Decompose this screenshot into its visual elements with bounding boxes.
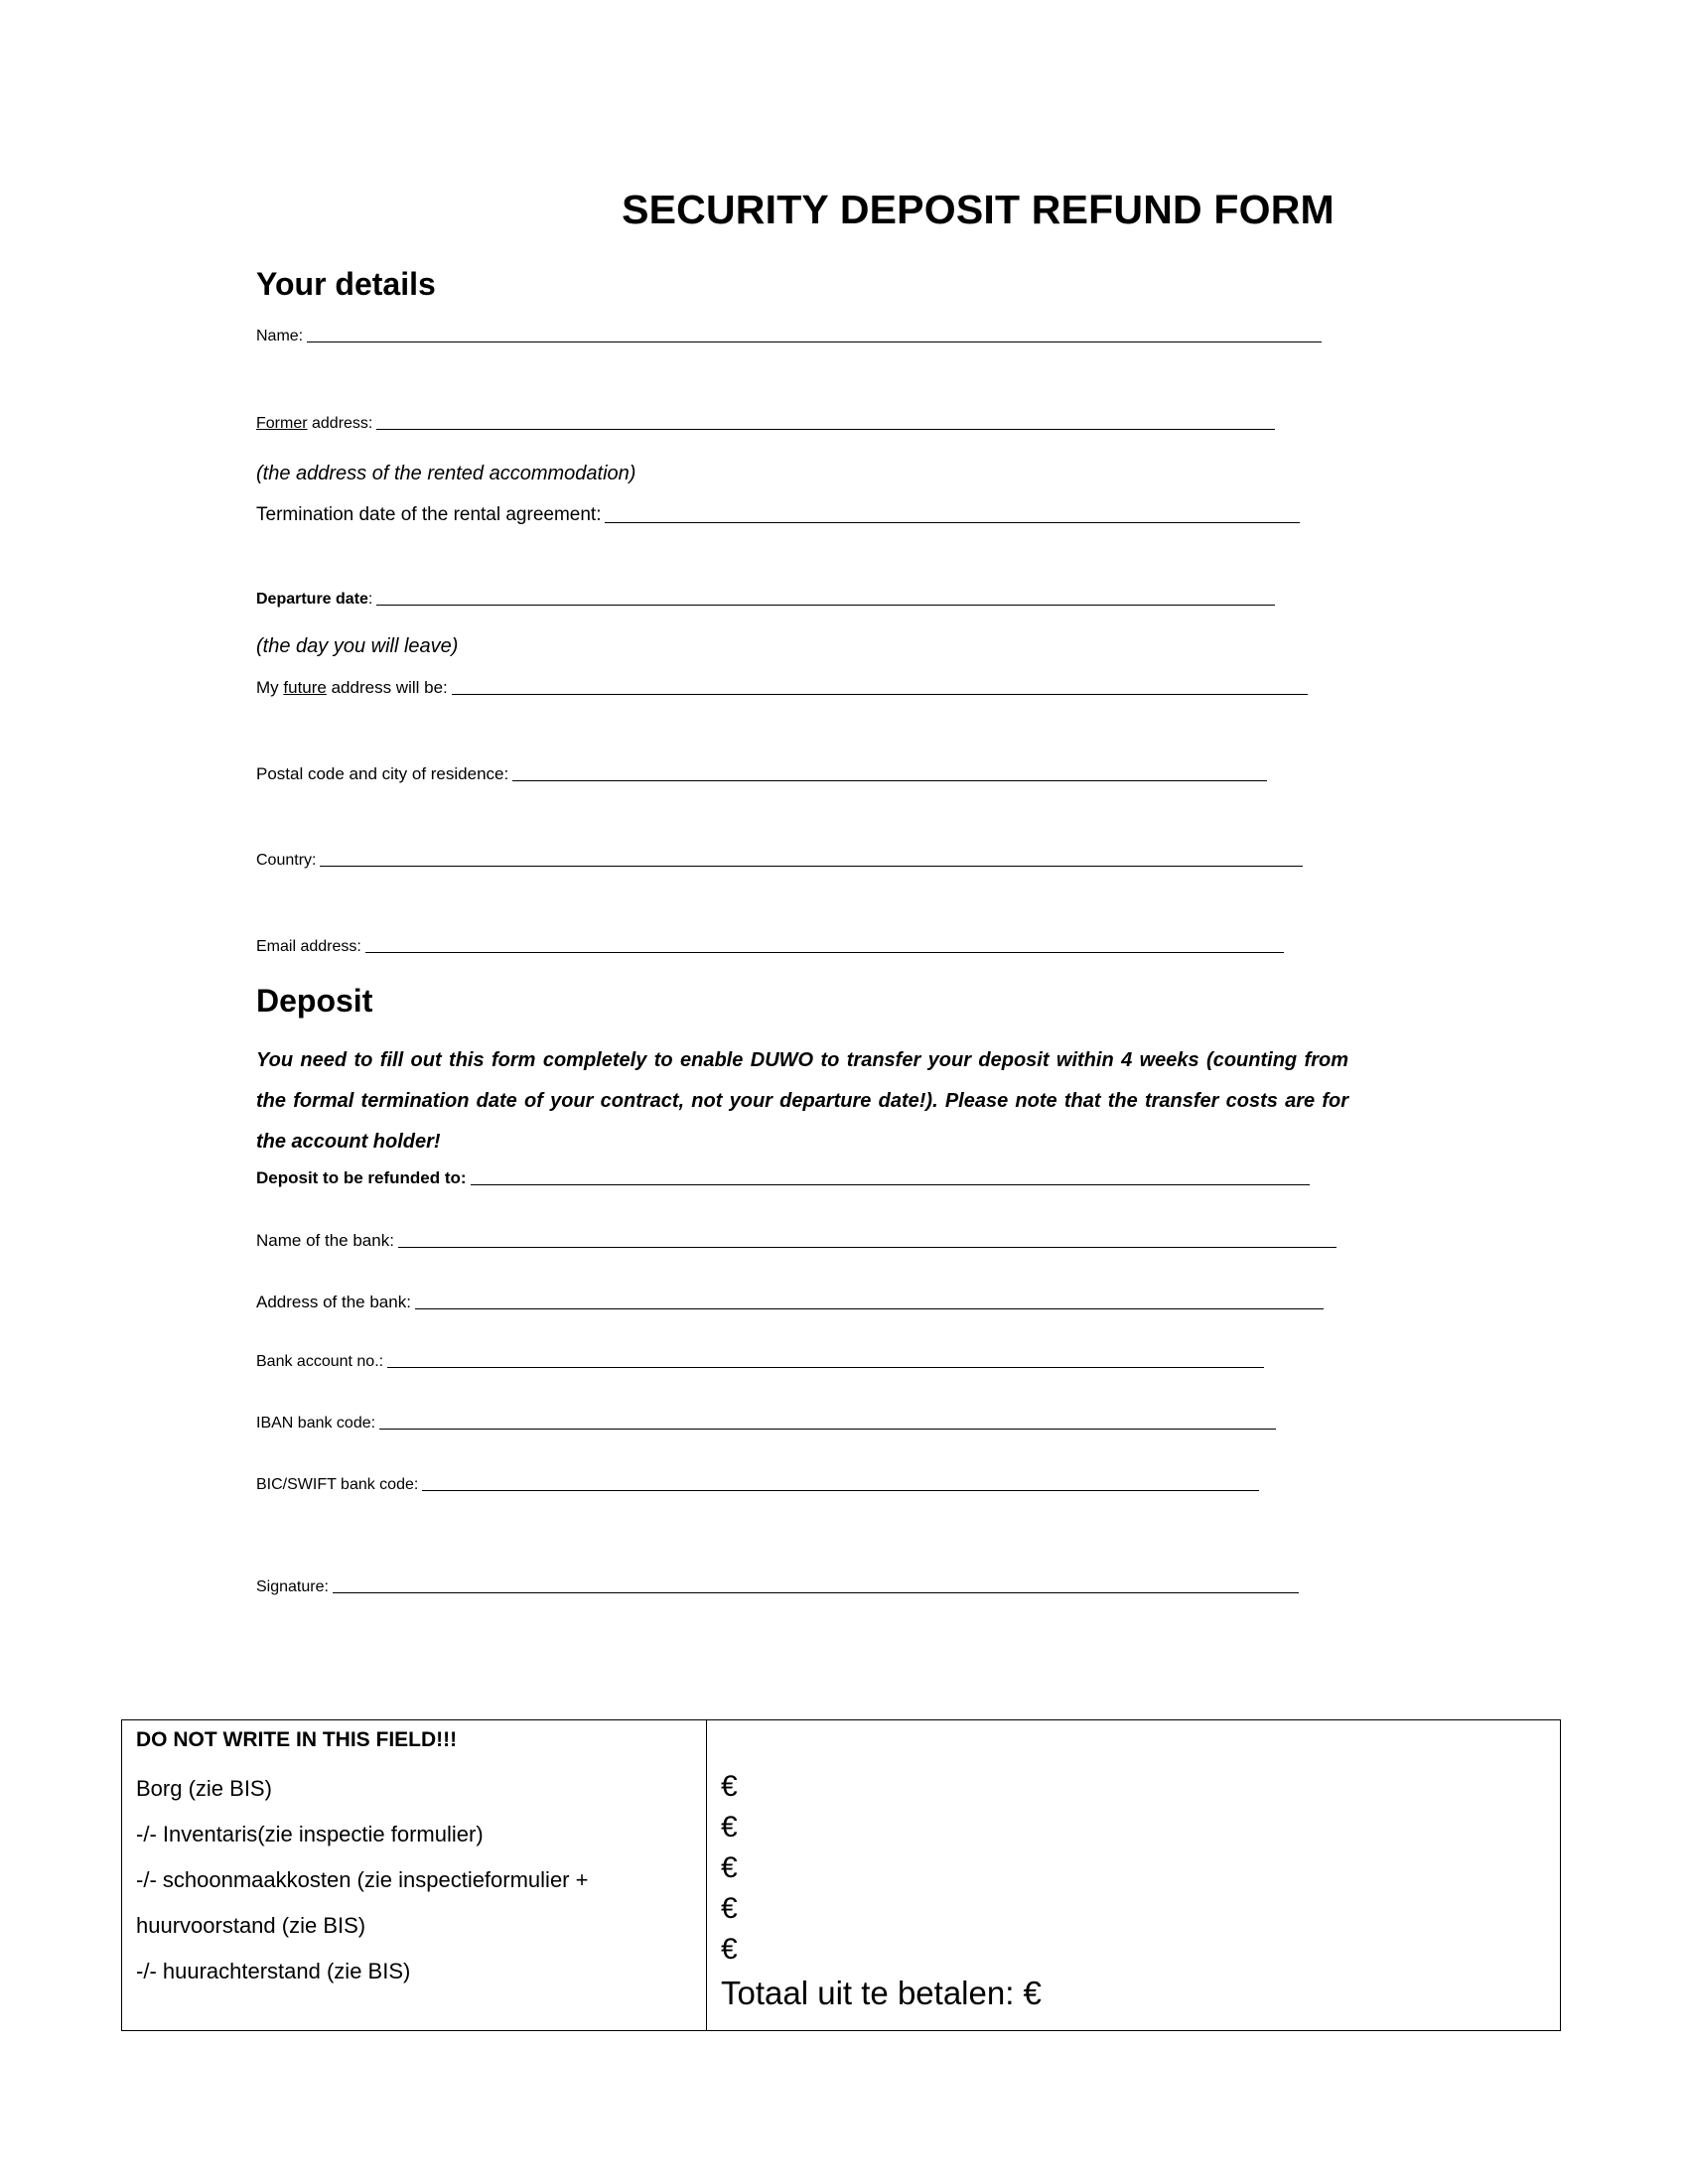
iban-label: IBAN bank code: (256, 1415, 376, 1432)
office-use-warning: DO NOT WRITE IN THIS FIELD!!! (136, 1728, 458, 1751)
departure-date-line[interactable] (376, 604, 1275, 606)
bic-line[interactable] (422, 1489, 1259, 1491)
departure-date-label: Departure date: (256, 591, 373, 608)
postal-code-line[interactable] (512, 779, 1267, 781)
email-label: Email address: (256, 938, 361, 955)
refund-to-field[interactable] (256, 1168, 1310, 1188)
account-no-line[interactable] (387, 1366, 1264, 1368)
office-row-huurvoorstand: huurvoorstand (zie BIS) (136, 1913, 366, 1938)
former-address-label: Former address: (256, 415, 373, 432)
page-title: SECURITY DEPOSIT REFUND FORM (622, 187, 1335, 232)
bic-field[interactable] (256, 1476, 1259, 1494)
termination-date-label: Termination date of the rental agreement: (256, 504, 602, 525)
signature-field[interactable] (256, 1578, 1299, 1596)
bank-address-line[interactable] (415, 1307, 1324, 1309)
iban-field[interactable] (256, 1415, 1276, 1433)
former-address-field[interactable] (256, 415, 1275, 433)
amount-schoonmaakkosten: € (721, 1851, 738, 1884)
office-use-amounts (707, 1720, 1560, 2030)
amount-inventaris: € (721, 1811, 738, 1843)
departure-date-note: (the day you will leave) (256, 635, 459, 657)
email-field[interactable] (256, 938, 1284, 956)
account-no-label: Bank account no.: (256, 1353, 384, 1370)
termination-date-field[interactable] (256, 504, 1300, 526)
bank-address-field[interactable] (256, 1293, 1324, 1312)
former-address-line[interactable] (376, 428, 1275, 430)
office-row-huurachterstand: -/- huurachterstand (zie BIS) (136, 1959, 411, 1983)
bank-name-line[interactable] (398, 1246, 1336, 1248)
office-use-box (121, 1719, 1561, 2031)
deposit-instructions: You need to fill out this form completely to enable DUWO to transfer your deposit within 4 weeks (counting from the formal termination date of your contract, not your departure date!). Please note that the transfer costs are for the account holder! (256, 1049, 1348, 1153)
future-address-label: My future address will be: (256, 678, 448, 697)
signature-label: Signature: (256, 1578, 329, 1595)
bank-name-field[interactable] (256, 1231, 1336, 1251)
future-address-field[interactable] (256, 678, 1308, 698)
name-label: Name: (256, 328, 304, 344)
total-amount: Totaal uit te betalen: € (721, 1975, 1042, 2011)
bic-label: BIC/SWIFT bank code: (256, 1476, 419, 1493)
name-field[interactable] (256, 328, 1322, 345)
email-line[interactable] (365, 951, 1284, 953)
postal-code-label: Postal code and city of residence: (256, 764, 509, 783)
future-address-line[interactable] (452, 693, 1308, 695)
bank-name-label: Name of the bank: (256, 1231, 394, 1250)
account-no-field[interactable] (256, 1353, 1264, 1371)
office-row-schoonmaakkosten: -/- schoonmaakkosten (zie inspectieformulier + (136, 1867, 589, 1892)
amount-huurachterstand: € (721, 1933, 738, 1966)
amount-borg: € (721, 1770, 738, 1803)
office-row-borg: Borg (zie BIS) (136, 1776, 272, 1801)
refund-to-label: Deposit to be refunded to: (256, 1168, 467, 1187)
iban-line[interactable] (379, 1428, 1276, 1430)
postal-code-field[interactable] (256, 764, 1267, 784)
country-line[interactable] (320, 865, 1303, 867)
name-line[interactable] (307, 341, 1322, 342)
former-address-note: (the address of the rented accommodation) (256, 463, 636, 484)
departure-date-field[interactable] (256, 591, 1275, 609)
bank-address-label: Address of the bank: (256, 1293, 411, 1311)
section-heading-deposit: Deposit (256, 983, 373, 1019)
termination-date-line[interactable] (605, 521, 1300, 523)
country-field[interactable] (256, 852, 1303, 870)
refund-to-line[interactable] (471, 1183, 1310, 1185)
section-heading-your-details: Your details (256, 266, 436, 302)
amount-huurvoorstand: € (721, 1892, 738, 1925)
office-use-labels (122, 1720, 707, 2030)
office-row-inventaris: -/- Inventaris(zie inspectie formulier) (136, 1822, 484, 1846)
country-label: Country: (256, 852, 317, 869)
signature-line[interactable] (333, 1591, 1299, 1593)
